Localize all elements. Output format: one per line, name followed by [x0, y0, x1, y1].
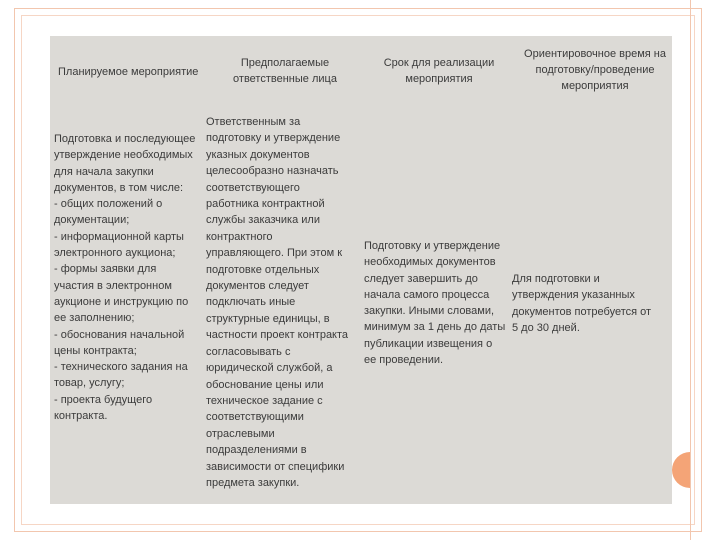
cell-event: Подготовка и последующее утверждение необходимых для начала закупки документов, в том числе: - общих положений о документации; - информационной карты электронного аукциона; - формы заявки для участия в электронном аукционе и инструкцию по ее заполнению; - обоснования начальной цены контракта; - технического задания на товар, услугу; - проекта будущего контракта. — [54, 133, 196, 423]
cell-duration: Для подготовки и утверждения указанных документов потребуется от 5 до 30 дней. — [512, 273, 652, 334]
header-duration: Ориентировочное время на подготовку/проведение мероприятия — [524, 48, 666, 93]
header-deadline: Срок для реализации мероприятия — [383, 57, 495, 86]
header-event: Планируемое мероприятие — [58, 66, 199, 78]
cell-responsible: Ответственным за подготовку и утверждение указных документов целесообразно назначать соответствующего работника контрактной службы заказчика или контрактного управляющего. При этом к подготовке отдельных документов следует подключать иные структурные единицы, в частности проект контракта согласовывать с юридической службой, а обоснование цены или техническое задание с соответствующими отраслевыми подразделениями в зависимости от специфики предмета закупки. — [206, 116, 349, 489]
slide-edge-line — [690, 0, 691, 540]
cell-deadline: Подготовку и утверждение необходимых документов следует завершить до начала самого процесса закупки. Иными словами, минимум за 1 день до даты публикации извещения о ее проведении. — [364, 240, 506, 367]
header-responsible: Предполагаемые ответственные лица — [233, 57, 337, 86]
